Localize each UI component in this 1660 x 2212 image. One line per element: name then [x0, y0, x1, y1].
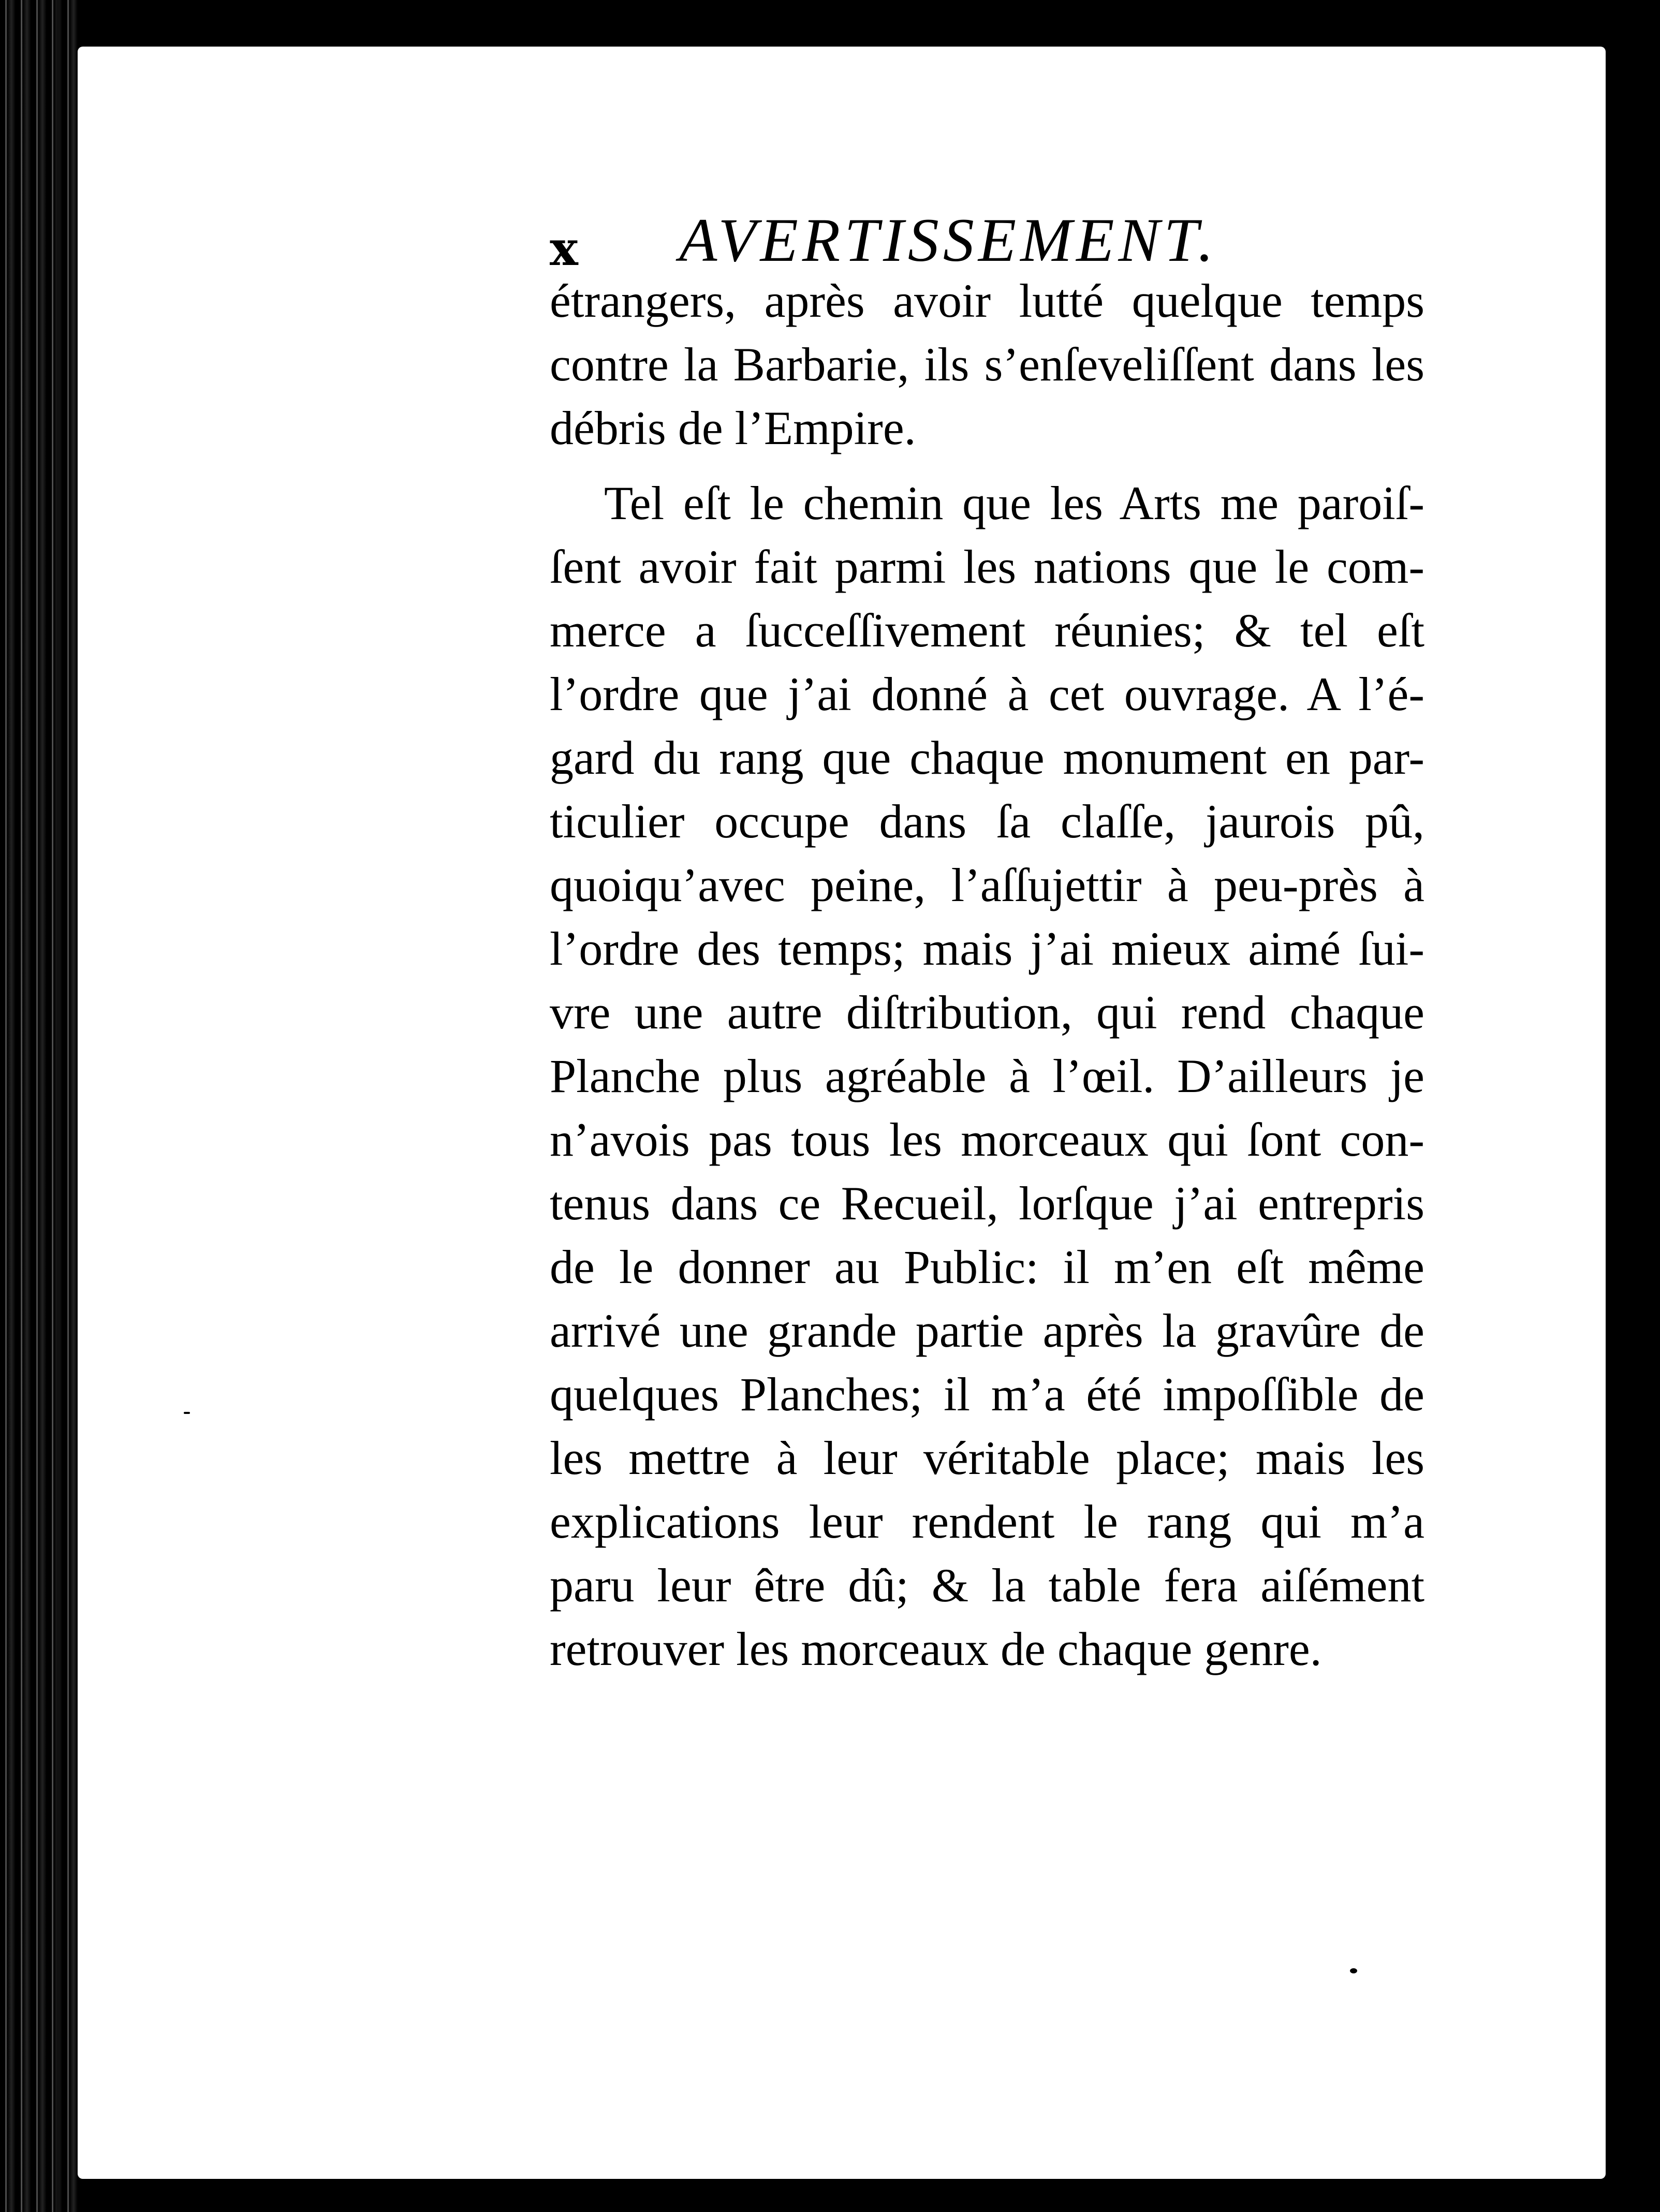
- text-line: l’ordre des temps; mais j’ai mieux aimé ſui-: [550, 922, 1424, 975]
- text-line: vre une autre diſtribution, qui rend chaque: [550, 986, 1424, 1039]
- text-line: ticulier occupe dans ſa claſſe, jaurois pû,: [550, 795, 1424, 848]
- print-speck: [1350, 1968, 1357, 1973]
- body-text: [550, 269, 1424, 1681]
- text-line: explications leur rendent le rang qui m’a: [550, 1495, 1424, 1548]
- book-binding-edge: [0, 0, 78, 2212]
- text-line: ſent avoir fait parmi les nations que le com-: [550, 540, 1424, 593]
- text-line: merce a ſucceſſivement réunies; & tel eſt: [550, 604, 1424, 657]
- text-line: de le donner au Public: il m’en eſt même: [550, 1241, 1424, 1293]
- running-title: AVERTISSEMENT.: [679, 205, 1218, 274]
- paragraph-2: [550, 471, 1424, 1681]
- text-line: l’ordre que j’ai donné à cet ouvrage. A l’é-: [550, 668, 1424, 720]
- paragraph-1: [550, 269, 1424, 460]
- text-line: n’avois pas tous les morceaux qui ſont con-: [550, 1113, 1424, 1166]
- text-line: étrangers, après avoir lutté quelque temps: [550, 274, 1424, 327]
- text-line: gard du rang que chaque monument en par-: [550, 731, 1424, 784]
- binding-rule: [57, 0, 60, 2212]
- text-line: paru leur être dû; & la table fera aiſément: [550, 1559, 1424, 1612]
- print-speck: [184, 1412, 190, 1414]
- page-number: x: [550, 220, 578, 276]
- text-line: Tel eſt le chemin que les Arts me paroiſ-: [604, 477, 1424, 529]
- scan-top-edge: [0, 0, 1660, 47]
- text-line: quoiqu’avec peine, l’aſſujettir à peu-près à: [550, 859, 1424, 911]
- text-line: tenus dans ce Recueil, lorſque j’ai entrepris: [550, 1177, 1424, 1230]
- text-line: retrouver les morceaux de chaque genre.: [550, 1623, 1322, 1675]
- paragraph-gap: [550, 460, 1424, 471]
- text-line: Planche plus agréable à l’œil. D’ailleurs je: [550, 1050, 1424, 1102]
- text-line: débris de l’Empire.: [550, 402, 916, 454]
- text-line: quelques Planches; il m’a été impoſſible de: [550, 1368, 1424, 1421]
- text-line: contre la Barbarie, ils s’enſeveliſſent dans les: [550, 338, 1424, 391]
- scan-bottom-edge: [0, 2179, 1660, 2212]
- text-line: les mettre à leur véritable place; mais les: [550, 1432, 1424, 1484]
- text-line: arrivé une grande partie après la gravûre de: [550, 1304, 1424, 1357]
- scan-right-edge: [1606, 0, 1660, 2212]
